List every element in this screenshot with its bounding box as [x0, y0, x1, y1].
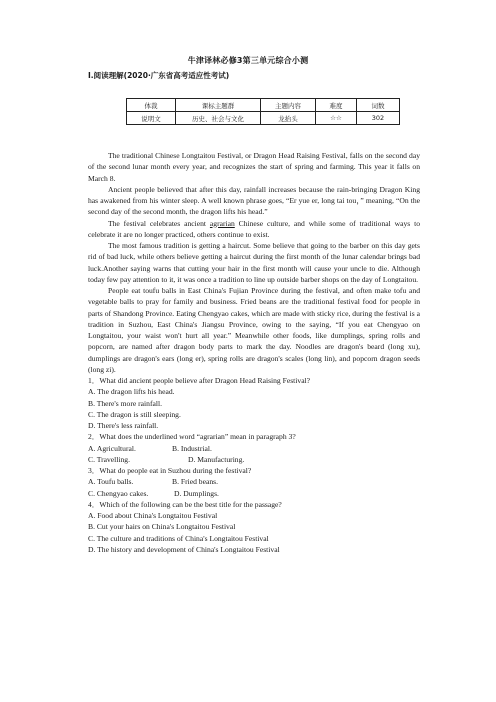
question-3-options-cd	[88, 488, 420, 499]
info-header-theme-group: 课标主题群	[176, 99, 261, 112]
question-2-options-ab	[88, 443, 420, 454]
question-1-option-b: B. There's more rainfall.	[88, 398, 162, 408]
info-table-header-row	[127, 99, 400, 112]
question-3-option-c: C. Chengyao cakes.	[88, 488, 149, 498]
passage-body	[88, 150, 420, 555]
question-1-option-d: D. There's less rainfall.	[88, 421, 159, 430]
info-value-genre: 说明文	[127, 112, 176, 125]
question-3-options-ab	[88, 476, 420, 487]
question-3-option-a: A. Toufu balls.	[88, 477, 134, 487]
question-3-option-b: B. Fried beans.	[172, 477, 218, 487]
info-value-topic: 龙抬头	[261, 112, 316, 125]
paragraph-4: The most famous tradition is getting a haircut. Some believe that going to the barber on this day gets rid of bad luck, while others believe getting a haircut during the first month of the lunar calendar brings bad luck.Another saying warns that cutting your hair in the first month will cause your uncle to die. Although today few pay attention to it, it was once a tradition to line up outside barber shops on the day of Longtaitou.	[88, 241, 420, 284]
info-header-genre: 体裁	[127, 99, 176, 112]
info-value-theme-group: 历史、社会与文化	[176, 112, 261, 125]
info-table-value-row	[127, 112, 400, 125]
question-4-option-c: C. The culture and traditions of China's Longtaitou Festival	[88, 533, 269, 543]
question-4-option-b: B. Cut your hairs on China's Longtaitou Festival	[88, 522, 236, 532]
info-table	[126, 98, 400, 125]
question-2-stem: 2．What does the underlined word “agrarian” mean in paragraph 3?	[88, 432, 296, 442]
question-2-option-b: B. Industrial.	[172, 443, 212, 453]
question-2-option-a: A. Agricultural.	[88, 443, 136, 453]
section-heading: Ⅰ.阅读理解(2020·广东省高考适应性考试)	[88, 71, 230, 80]
question-1-option-a: A. The dragon lifts his head.	[88, 387, 175, 397]
paragraph-3-after: Chinese culture, and while some of traditional ways to celebrate it are no longer practiced, others continue to exist.	[88, 218, 420, 239]
page-title: 牛津译林必修3第三单元综合小测	[187, 56, 309, 65]
paragraph-3	[88, 218, 420, 241]
paragraph-5: People eat toufu balls in East China's Fujian Province during the festival, and often make tofu and vegetable balls to pray for family and business. Fried beans are the traditional festival food for people in parts of Shandong Province. Eating Chengyao cakes, which are made with sticky rice, during the festival is a tradition in Suzhou, East China's Jiangsu Province, owing to the saying, “If you eat Chengyao on Longtaitou, your waist won't hurt all year.” Meanwhile other foods, like dumplings, spring rolls and popcorn, are named after dragon body parts to mark the day. Noodles are dragon's beard (long xu), dumplings are dragon's ears (long er), spring rolls are dragon's scales (long lin), and popcorn dragon seeds (long zi).	[88, 286, 420, 374]
question-2-options-cd	[88, 454, 420, 465]
question-3-option-d: D. Dumplings.	[174, 488, 219, 498]
paragraph-3-before: The festival celebrates ancient	[108, 218, 210, 228]
question-4-option-d: D. The history and development of China's Longtaitou Festival	[88, 544, 280, 554]
question-4-stem: 4．Which of the following can be the best title for the passage?	[88, 499, 282, 509]
question-1-option-c: C. The dragon is still sleeping.	[88, 409, 181, 419]
question-4-option-a: A. Food about China's Longtaitou Festival	[88, 511, 218, 520]
info-header-topic: 主题内容	[261, 99, 316, 112]
underlined-word: agrarian	[209, 218, 235, 228]
info-header-difficulty: 难度	[316, 99, 357, 112]
question-1-stem: 1．What did ancient people believe after Dragon Head Raising Festival?	[88, 376, 311, 385]
question-2-option-d: D. Manufacturing.	[188, 454, 245, 464]
info-header-word-count: 词数	[357, 99, 400, 112]
question-3-stem: 3．What do people eat in Suzhou during the festival?	[88, 466, 252, 475]
info-value-difficulty: ☆☆	[316, 112, 357, 125]
paragraph-2: Ancient people believed that after this day, rainfall increases because the rain-bringing Dragon King has awakened from his winter sleep. A well known phrase goes, “Er yue er, long tai tou，” meaning, “On the second day of the second month, the dragon lifts his head.”	[88, 184, 420, 217]
info-value-word-count: 302	[357, 112, 400, 125]
paragraph-1: The traditional Chinese Longtaitou Festival, or Dragon Head Raising Festival, falls on the second day of the second lunar month every year, and recognizes the start of spring and farming. This year it falls on March 8.	[88, 151, 420, 183]
question-2-option-c: C. Travelling.	[88, 454, 130, 464]
